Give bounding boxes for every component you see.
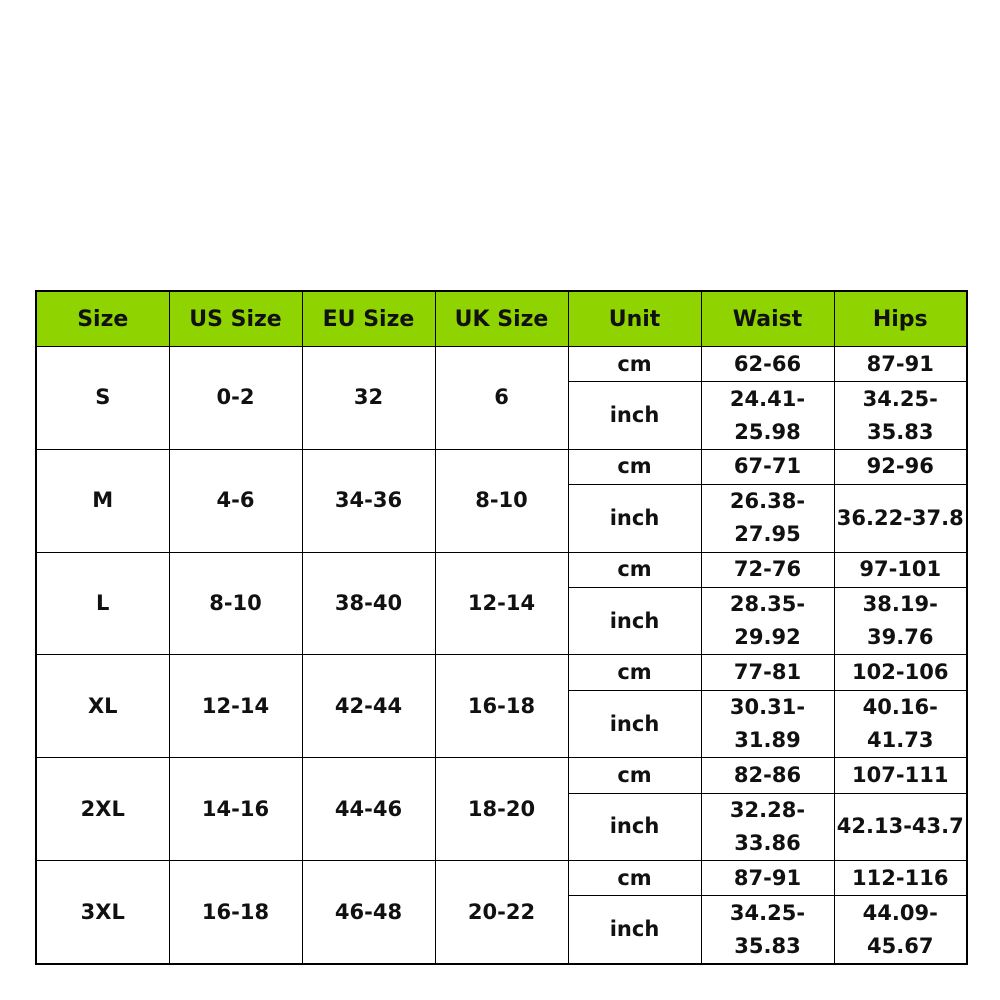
waist-cell-line: 27.95 — [734, 522, 801, 547]
hips-cell-line: 44.09- — [862, 900, 938, 925]
size-cell: XL — [36, 655, 169, 758]
unit-cell: cm — [568, 655, 701, 690]
waist-cell-line: 29.92 — [734, 625, 801, 650]
uk-size-cell: 6 — [435, 347, 568, 450]
waist-cell: 62-66 — [701, 347, 834, 382]
hips-cell: 97-101 — [834, 552, 967, 587]
hips-cell — [834, 485, 967, 553]
hips-cell: 87-91 — [834, 347, 967, 382]
uk-size-cell: 16-18 — [435, 655, 568, 758]
unit-cell: cm — [568, 861, 701, 896]
table-row — [36, 347, 967, 382]
hips-cell-line: 45.67 — [867, 933, 934, 958]
waist-cell-line: 30.31- — [729, 695, 806, 720]
waist-cell — [701, 382, 834, 450]
header-waist: Waist — [701, 291, 834, 347]
waist-cell-line: 28.35- — [729, 592, 806, 617]
hips-cell-line: 42.13-43.7 — [836, 814, 964, 839]
waist-cell: 67-71 — [701, 449, 834, 484]
us-size-cell: 8-10 — [169, 552, 302, 655]
size-cell: S — [36, 347, 169, 450]
eu-size-cell: 32 — [302, 347, 435, 450]
size-cell: L — [36, 552, 169, 655]
header-hips: Hips — [834, 291, 967, 347]
size-cell: 2XL — [36, 758, 169, 861]
us-size-cell: 14-16 — [169, 758, 302, 861]
waist-cell-line: 34.25- — [729, 900, 806, 925]
size-cell: M — [36, 449, 169, 552]
eu-size-cell: 44-46 — [302, 758, 435, 861]
waist-cell: 72-76 — [701, 552, 834, 587]
us-size-cell: 12-14 — [169, 655, 302, 758]
waist-cell-line: 24.41- — [729, 386, 806, 411]
size-chart-table — [35, 290, 968, 965]
hips-cell-line: 39.76 — [867, 625, 934, 650]
us-size-cell: 0-2 — [169, 347, 302, 450]
hips-cell — [834, 382, 967, 450]
waist-cell-line: 31.89 — [734, 728, 801, 753]
header-us-size: US Size — [169, 291, 302, 347]
waist-cell — [701, 793, 834, 861]
hips-cell: 92-96 — [834, 449, 967, 484]
header-uk-size: UK Size — [435, 291, 568, 347]
eu-size-cell: 34-36 — [302, 449, 435, 552]
waist-cell: 77-81 — [701, 655, 834, 690]
hips-cell — [834, 690, 967, 758]
size-cell: 3XL — [36, 861, 169, 964]
header-row — [36, 291, 967, 347]
unit-cell: inch — [568, 587, 701, 655]
table-row — [36, 449, 967, 484]
waist-cell: 82-86 — [701, 758, 834, 793]
unit-cell: inch — [568, 485, 701, 553]
waist-cell: 87-91 — [701, 861, 834, 896]
hips-cell-line: 35.83 — [867, 419, 934, 444]
eu-size-cell: 42-44 — [302, 655, 435, 758]
unit-cell: cm — [568, 552, 701, 587]
hips-cell-line: 34.25- — [862, 386, 938, 411]
waist-cell-line: 33.86 — [734, 830, 801, 855]
eu-size-cell: 46-48 — [302, 861, 435, 964]
unit-cell: inch — [568, 896, 701, 964]
hips-cell-line: 40.16- — [862, 695, 938, 720]
waist-cell-line: 25.98 — [734, 419, 801, 444]
waist-cell-line: 26.38- — [729, 489, 806, 514]
table-row — [36, 655, 967, 690]
table-row — [36, 552, 967, 587]
uk-size-cell: 8-10 — [435, 449, 568, 552]
waist-cell-line: 32.28- — [729, 797, 806, 822]
hips-cell: 102-106 — [834, 655, 967, 690]
hips-cell — [834, 793, 967, 861]
table-row — [36, 861, 967, 896]
waist-cell-line: 35.83 — [734, 933, 801, 958]
hips-cell — [834, 896, 967, 964]
hips-cell: 112-116 — [834, 861, 967, 896]
unit-cell: inch — [568, 690, 701, 758]
eu-size-cell: 38-40 — [302, 552, 435, 655]
hips-cell — [834, 587, 967, 655]
waist-cell — [701, 485, 834, 553]
uk-size-cell: 12-14 — [435, 552, 568, 655]
waist-cell — [701, 690, 834, 758]
hips-cell-line: 38.19- — [862, 592, 938, 617]
waist-cell — [701, 896, 834, 964]
hips-cell-line: 41.73 — [867, 728, 934, 753]
unit-cell: inch — [568, 793, 701, 861]
table-row — [36, 758, 967, 793]
unit-cell: inch — [568, 382, 701, 450]
unit-cell: cm — [568, 449, 701, 484]
hips-cell-line: 36.22-37.8 — [836, 505, 964, 530]
waist-cell — [701, 587, 834, 655]
size-chart-body — [36, 347, 967, 965]
unit-cell: cm — [568, 347, 701, 382]
hips-cell: 107-111 — [834, 758, 967, 793]
header-size: Size — [36, 291, 169, 347]
us-size-cell: 4-6 — [169, 449, 302, 552]
header-eu-size: EU Size — [302, 291, 435, 347]
unit-cell: cm — [568, 758, 701, 793]
header-unit: Unit — [568, 291, 701, 347]
uk-size-cell: 20-22 — [435, 861, 568, 964]
us-size-cell: 16-18 — [169, 861, 302, 964]
uk-size-cell: 18-20 — [435, 758, 568, 861]
